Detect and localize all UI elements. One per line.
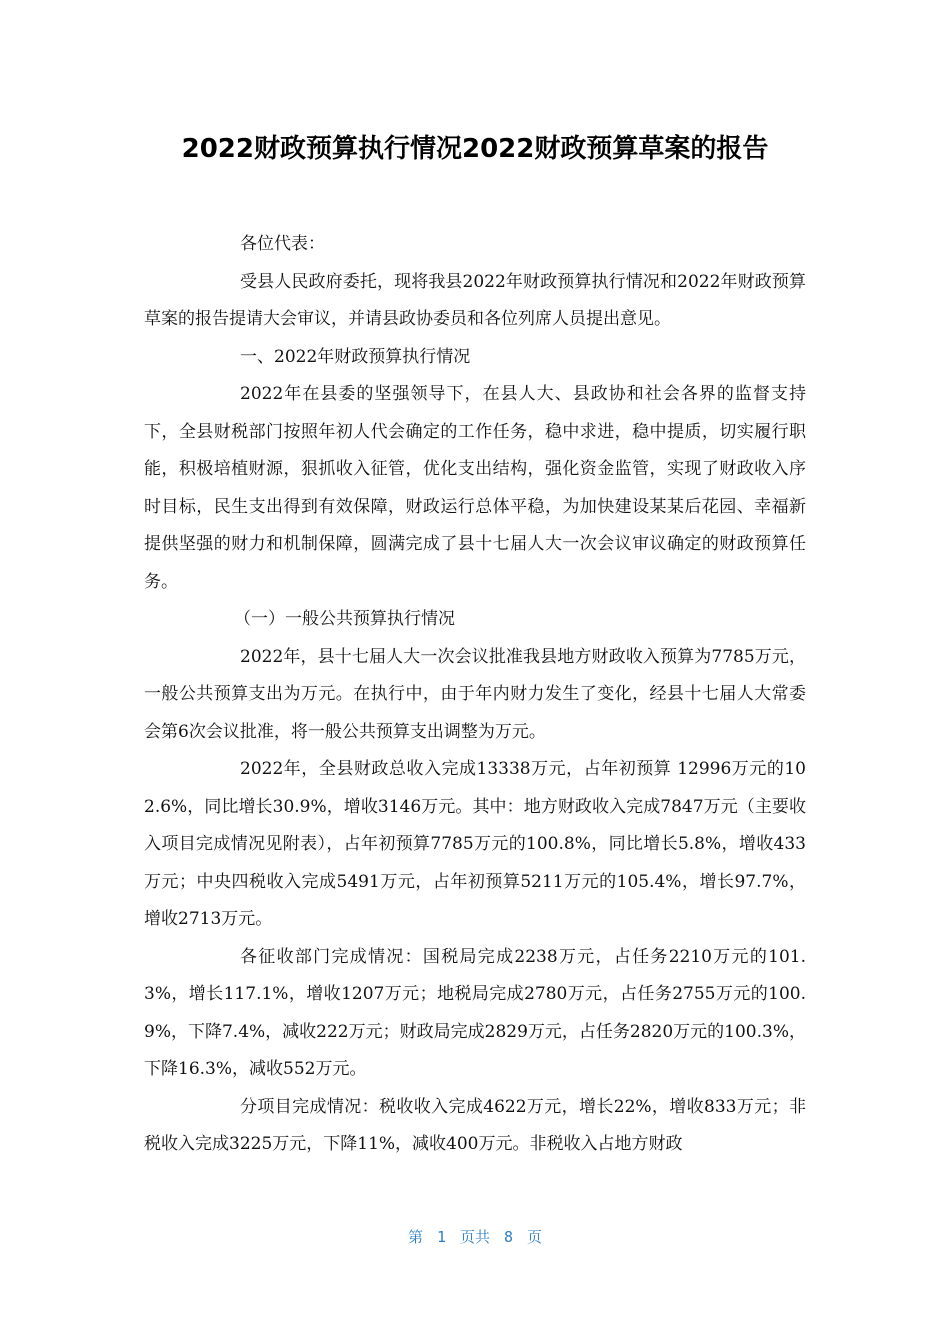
document-body: [144, 226, 806, 1164]
page-label-suffix: 页: [527, 1228, 543, 1246]
department-collection-paragraph: 各征收部门完成情况：国税局完成2238万元，占任务2210万元的101.3%，增长117.1%，增收1207万元；地税局完成2780万元，占任务2755万元的100.9%，下降7.4%，减收222万元；财政局完成2829万元，占任务2820万元的100.3%，下降16.3%，减收552万元。: [144, 946, 806, 1079]
section-heading: 一、2022年财政预算执行情况: [240, 346, 471, 367]
page-label-middle: 页共: [459, 1228, 490, 1246]
subsection-heading: （一）一般公共预算执行情况: [234, 609, 455, 629]
overview-paragraph: 2022年在县委的坚强领导下，在县人大、县政协和社会各界的监督支持下，全县财税部门按照年初人代会确定的工作任务，稳中求进，稳中提质，切实履行职能，积极培植财源，狠抓收入征管，优化支出结构，强化资金监管，实现了财政收入序时目标，民生支出得到有效保障，财政运行总体平稳，为加快建设某某后花园、幸福新提供坚强的财力和机制保障，圆满完成了县十七届人大一次会议审议确定的财政预算任务。: [144, 384, 806, 592]
document-title: 2022财政预算执行情况2022财政预算草案的报告: [181, 134, 769, 164]
page-label-prefix: 第: [407, 1228, 423, 1246]
current-page-number: 1: [436, 1228, 446, 1246]
item-completion-paragraph: 分项目完成情况：税收收入完成4622万元，增长22%，增收833万元；非税收入完成3225万元，下降11%，减收400万元。非税收入占地方财政: [144, 1096, 806, 1154]
page-number-footer: [0, 1226, 950, 1248]
intro-paragraph: 受县人民政府委托，现将我县2022年财政预算执行情况和2022年财政预算草案的报告提请大会审议，并请县政协委员和各位列席人员提出意见。: [144, 271, 806, 329]
budget-approval-paragraph: 2022年，县十七届人大一次会议批准我县地方财政收入预算为7785万元，一般公共预算支出为万元。在执行中，由于年内财力发生了变化，经县十七届人大常委会第6次会议批准，将一般公共预算支出调整为万元。: [144, 646, 806, 742]
revenue-summary-paragraph: 2022年，全县财政总收入完成13338万元，占年初预算 12996万元的102.6%，同比增长30.9%，增收3146万元。其中：地方财政收入完成7847万元（主要收入项目完成情况见附表），占年初预算7785万元的100.8%，同比增长5.8%，增收433万元；中央四税收入完成5491万元，占年初预算5211万元的105.4%，增长97.7%，增收2713万元。: [144, 759, 806, 929]
total-pages-number: 8: [504, 1228, 514, 1246]
salutation-paragraph: 各位代表：: [240, 234, 325, 254]
